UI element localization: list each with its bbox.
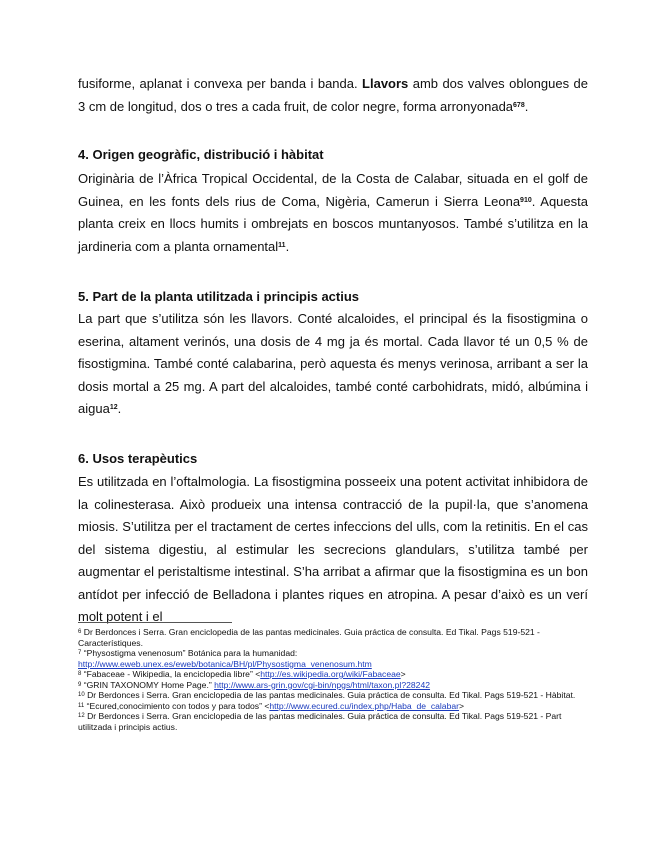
footnote-ref[interactable]: 11 (278, 241, 286, 249)
footnote-link[interactable]: http://www.ars-grin.gov/cgi-bin/npgs/html/taxon.pl?28242 (214, 679, 431, 690)
footnote-text: “Fabaceae - Wikipedia, la enciclopedia libre” < (81, 669, 261, 679)
footnote-12 (78, 711, 588, 732)
section-4-paragraph (78, 168, 588, 258)
intro-end: . (524, 98, 529, 114)
footnote-divider (78, 622, 232, 623)
footnote-ref[interactable]: 678 (513, 101, 525, 109)
intro-text-cont: amb dos valves oblongues de 3 cm de longitud, dos o tres a cada fruit, de color negre, forma arronyonada (78, 76, 588, 114)
footnote-text: Dr Berdonces i Serra. Gran enciclopedia de las pantas medicinales. Guia práctica de consulta. Ed Tikal. Pags 519-521 - Hàbitat. (84, 690, 576, 700)
intro-bold-term: Llavors (362, 76, 409, 91)
footnote-11 (78, 701, 588, 712)
footnote-text-end: > (400, 669, 406, 679)
intro-paragraph (78, 73, 588, 118)
footnote-9 (78, 680, 588, 691)
section-5-text: La part que s’utilitza són les llavors. Conté alcaloides, el principal és la fisostigmina o eserina, altament verinós, una dosis de 4 mg ja és mortal. Cada llavor té un 0,5 % de fisostigmina. També conté calabarina, però aquesta és menys verinosa, arribant a ser la dosis mortal a 25 mg. A part del alcaloides, també conté carbohidrats, midó, albúmina i aigua (78, 311, 588, 416)
footnote-number: 12 (78, 713, 85, 719)
footnote-text: “GRIN TAXONOMY Home Page.” (81, 679, 215, 690)
footnote-6 (78, 627, 588, 648)
section-6-heading: 6. Usos terapèutics (78, 451, 198, 466)
footnote-text: “Ecured,conocimiento con todos y para todos” < (84, 700, 270, 711)
section-5-end: . (117, 401, 122, 416)
section-4-text: Originària de l’Àfrica Tropical Occidental, de la Costa de Calabar, situada en el golf de Guinea, en les fonts dels rius de Coma, Nigèria, Camerun i Sierra Leona (78, 171, 588, 209)
intro-text: fusiforme, aplanat i convexa per banda i banda. (78, 76, 363, 91)
footnote-text-end: > (459, 700, 465, 711)
footnote-10 (78, 690, 588, 701)
section-6-paragraph (78, 471, 588, 629)
footnotes (78, 627, 588, 732)
footnote-number: 9 (78, 681, 82, 688)
section-4-end: . (285, 238, 290, 254)
footnote-text: Dr Berdonces i Serra. Gran enciclopedia de las pantas medicinales. Guia práctica de consulta. Ed Tikal. Pags 519-521 - Part utilitzada i principis actius. (78, 711, 562, 732)
footnote-number: 7 (78, 650, 82, 656)
footnote-ref[interactable]: 12 (109, 404, 118, 411)
footnote-text: Dr Berdonces i Serra. Gran enciclopedia de las pantas medicinales. Guia práctica de consulta. Ed Tikal. Pags 519-521 - Característiques. (78, 627, 540, 648)
section-4-heading: 4. Origen geogràfic, distribució i hàbitat (78, 147, 324, 162)
footnote-number: 11 (78, 702, 85, 709)
section-5-paragraph (78, 308, 588, 421)
footnote-number: 8 (78, 671, 82, 677)
footnote-link[interactable]: http://www.ecured.cu/index.php/Haba_de_calabar (269, 700, 460, 711)
footnote-text: “Physostigma venenosum” Botánica para la humanidad: (81, 648, 298, 658)
section-5-heading: 5. Part de la planta utilitzada i principis actius (78, 289, 360, 304)
section-4-text-cont: . Aquesta planta creix en llocs humits i ombrejats en boscos muntanyosos. També s’utilitza en la jardineria com a planta ornamental (78, 193, 588, 254)
section-6-text: Es utilitzada en l’oftalmologia. La fisostigmina posseeix una potent activitat inhibidora de la colinesterasa. Això produeix una intensa contracció de la pupil·la, que s’anomena miosis. S’utilitza per el tractament de certes infeccions del ulls, com la retinitis. En el cas del sistema digestiu, al estimular les secrecions glandulars, s’utilitza també per augmentar el peristaltisme intestinal. S’ha arribat a afirmar que la fisostigmina es un bon antídot per infecció de Belladona i plantes riques en atropina. A pesar d’això es un verí molt potent i el (78, 474, 588, 624)
footnote-number: 6 (78, 629, 82, 635)
footnote-link[interactable]: http://www.eweb.unex.es/eweb/botanica/BH/pl/Physostigma_venenosum.htm (78, 658, 372, 669)
footnote-number: 10 (78, 692, 85, 698)
footnote-link[interactable]: http://es.wikipedia.org/wiki/Fabaceae (260, 669, 401, 679)
footnote-7 (78, 648, 588, 669)
footnote-8 (78, 669, 588, 680)
footnote-ref[interactable]: 910 (520, 196, 532, 204)
